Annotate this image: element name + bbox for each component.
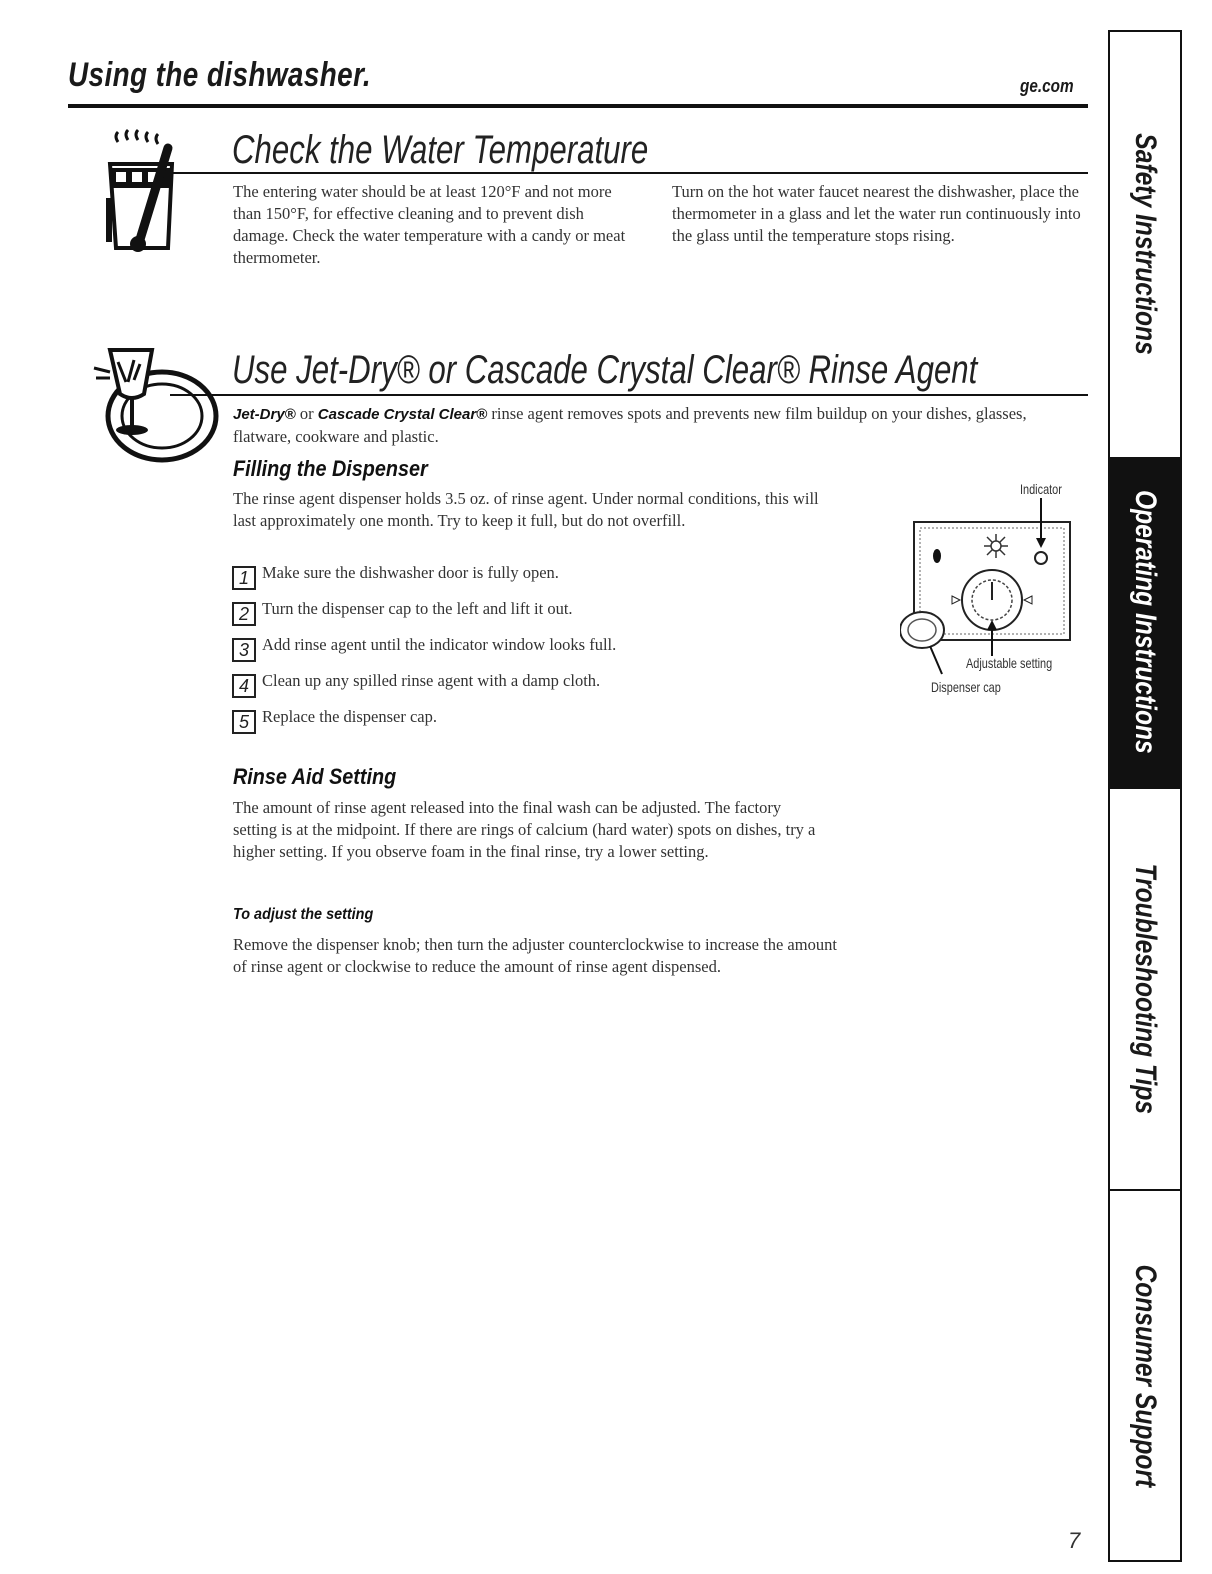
step-3 <box>232 634 616 662</box>
step-text: Add rinse agent until the indicator window looks full. <box>262 635 617 654</box>
water-temp-title: Check the Water Temperature <box>232 128 649 172</box>
page-number: 7 <box>1068 1528 1081 1553</box>
step-text: Make sure the dishwasher door is fully open. <box>262 563 559 582</box>
intro-rest: rinse agent removes spots and prevents new film buildup on your dishes, glasses, flatware, cookware and plastic. <box>233 404 1027 446</box>
thermometer-glass-icon <box>98 128 188 258</box>
water-temp-col1: The entering water should be at least 120°F and not more than 150°F, for effective cleaning and to prevent dish damage. Check the water temperature with a candy or meat thermometer. <box>233 182 626 267</box>
rinse-agent-title: Use Jet-Dry® or Cascade Crystal Clear® Rinse Agent <box>232 348 978 392</box>
step-number: 4 <box>232 674 256 698</box>
step-5 <box>232 706 437 734</box>
cascade-brand: Cascade Crystal Clear® <box>317 406 488 423</box>
step-number: 1 <box>232 566 256 590</box>
step-text: Replace the dispenser cap. <box>262 707 438 726</box>
water-temp-col2: Turn on the hot water faucet nearest the dishwasher, place the thermometer in a glass and let the water run continuously into the glass until the temperature stops rising. <box>672 182 1081 245</box>
intro-or: or <box>295 404 318 423</box>
step-text: Turn the dispenser cap to the left and lift it out. <box>262 599 573 618</box>
section-tabs <box>1108 30 1182 1562</box>
adjust-setting-text: Remove the dispenser knob; then turn the adjuster counterclockwise to increase the amount of rinse agent or clockwise to reduce the amount of rinse agent dispensed. <box>233 935 837 976</box>
adjust-setting-subtitle: To adjust the setting <box>233 906 374 923</box>
adjustable-setting-label: Adjustable setting <box>966 655 1053 671</box>
rinse-agent-glass-icon <box>90 338 230 472</box>
step-text: Clean up any spilled rinse agent with a damp cloth. <box>262 671 601 690</box>
tab-safety-instructions[interactable] <box>1110 32 1180 457</box>
water-temp-rule <box>170 172 1088 174</box>
tab-label: Safety Instructions <box>1129 133 1162 356</box>
rinse-aid-setting-title: Rinse Aid Setting <box>233 764 397 789</box>
rinse-intro <box>233 403 1083 448</box>
page-header-title: Using the dishwasher. <box>68 56 371 94</box>
jet-dry-brand: Jet-Dry® <box>233 406 296 423</box>
header-rule <box>68 104 1088 108</box>
step-number: 2 <box>232 602 256 626</box>
step-number: 5 <box>232 710 256 734</box>
tab-consumer-support[interactable] <box>1110 1191 1180 1561</box>
dispenser-diagram <box>900 478 1080 698</box>
step-1 <box>232 562 559 590</box>
tab-label: Consumer Support <box>1129 1264 1162 1488</box>
site-url[interactable]: ge.com <box>1020 76 1074 96</box>
filling-dispenser-title: Filling the Dispenser <box>233 456 428 481</box>
tab-label: Operating Instructions <box>1129 490 1162 754</box>
dispenser-cap-label: Dispenser cap <box>931 679 1001 695</box>
step-4 <box>232 670 600 698</box>
filling-dispenser-text: The rinse agent dispenser holds 3.5 oz. of rinse agent. Under normal conditions, this will last approximately one month. Try to keep it full, but do not overfill. <box>233 489 819 530</box>
rinse-agent-rule <box>170 394 1088 396</box>
step-number: 3 <box>232 638 256 662</box>
tab-troubleshooting-tips[interactable] <box>1110 789 1180 1189</box>
rinse-aid-setting-text: The amount of rinse agent released into the final wash can be adjusted. The factory setting is at the midpoint. If there are rings of calcium (hard water) spots on dishes, try a higher setting. If you observe foam in the final rinse, try a lower setting. <box>233 798 816 861</box>
tab-operating-instructions[interactable] <box>1110 457 1180 787</box>
tab-label: Troubleshooting Tips <box>1129 863 1162 1115</box>
step-2 <box>232 598 573 626</box>
indicator-label: Indicator <box>1020 481 1062 497</box>
